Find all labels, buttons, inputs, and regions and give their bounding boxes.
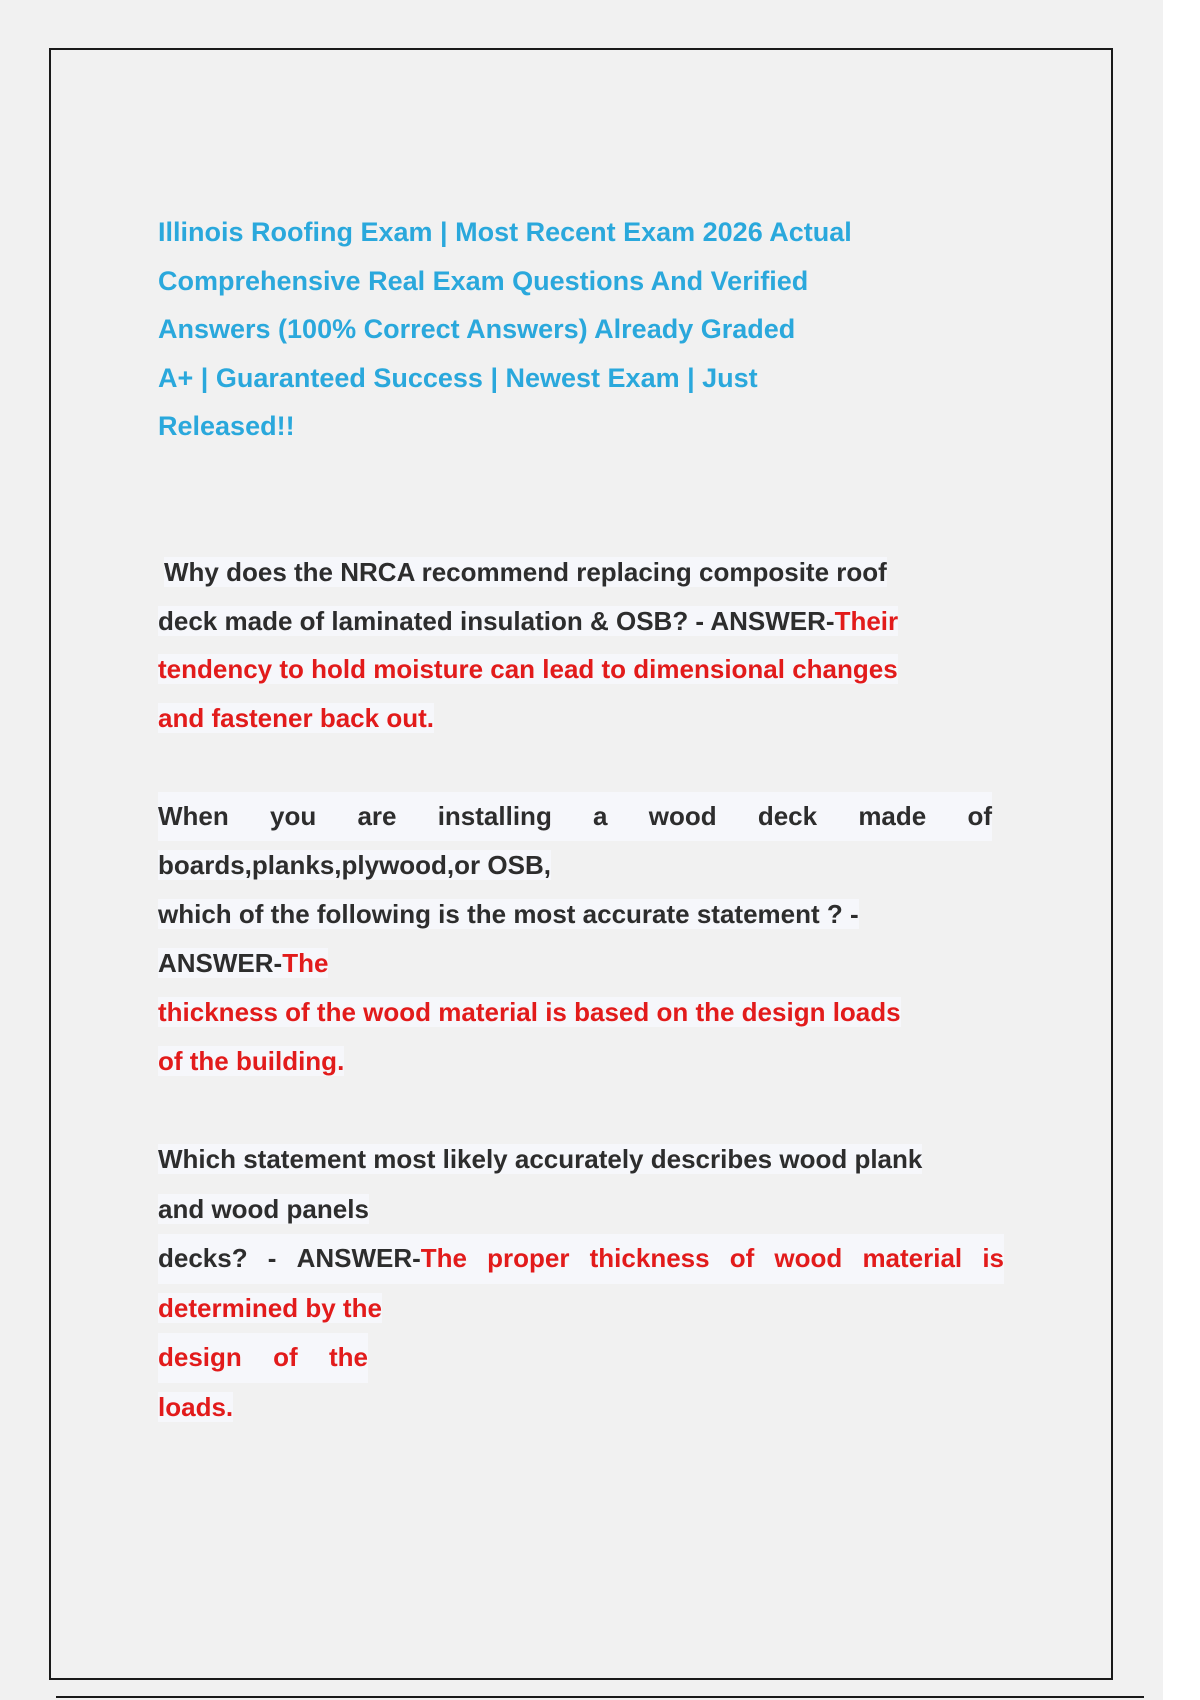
answer-text: and fastener back out. — [158, 702, 434, 733]
answer-text: Their — [834, 605, 899, 636]
question-text: and wood panels — [158, 1193, 369, 1224]
title-line: A+ | Guaranteed Success | Newest Exam | Just — [158, 362, 758, 393]
answer-text: The — [282, 948, 329, 978]
title-line: Released!! — [158, 411, 295, 441]
question-answer-3 — [158, 1135, 1004, 1432]
answer-text: loads. — [158, 1391, 234, 1422]
question-text: When you are installing a wood deck made of — [158, 792, 992, 841]
page-bottom-rule — [56, 1696, 1144, 1698]
answer-text: of the building. — [158, 1046, 345, 1076]
document-title — [158, 208, 898, 451]
title-line: Illinois Roofing Exam | Most Recent Exam 2026 Actual — [158, 217, 852, 247]
title-line: Answers (100% Correct Answers) Already Graded — [158, 314, 796, 344]
question-text: Which statement most likely accurately describes wood plank — [158, 1144, 923, 1174]
answer-text: thickness of the wood material is based on the design loads — [158, 997, 901, 1027]
title-line: Comprehensive Real Exam Questions And Verified — [158, 265, 809, 296]
question-text: ANSWER-The — [158, 948, 329, 978]
question-answer-2 — [158, 792, 992, 1086]
answer-text: determined by the — [158, 1292, 382, 1323]
answer-text: tendency to hold moisture can lead to dimensional changes — [158, 654, 898, 684]
question-text: Why does the NRCA recommend replacing composite roof — [164, 557, 887, 587]
question-text: boards,planks,plywood,or OSB, — [158, 850, 551, 880]
question-answer-1 — [158, 548, 898, 742]
question-text: which of the following is the most accurate statement ? - — [158, 899, 859, 929]
question-answer-line: decks? - ANSWER-The proper thickness of wood material is — [158, 1234, 1004, 1284]
answer-text: design of the — [158, 1333, 368, 1383]
viewer-side-strip — [1163, 0, 1200, 1700]
question-text: deck made of laminated insulation & OSB? - ANSWER-Their — [158, 605, 899, 636]
